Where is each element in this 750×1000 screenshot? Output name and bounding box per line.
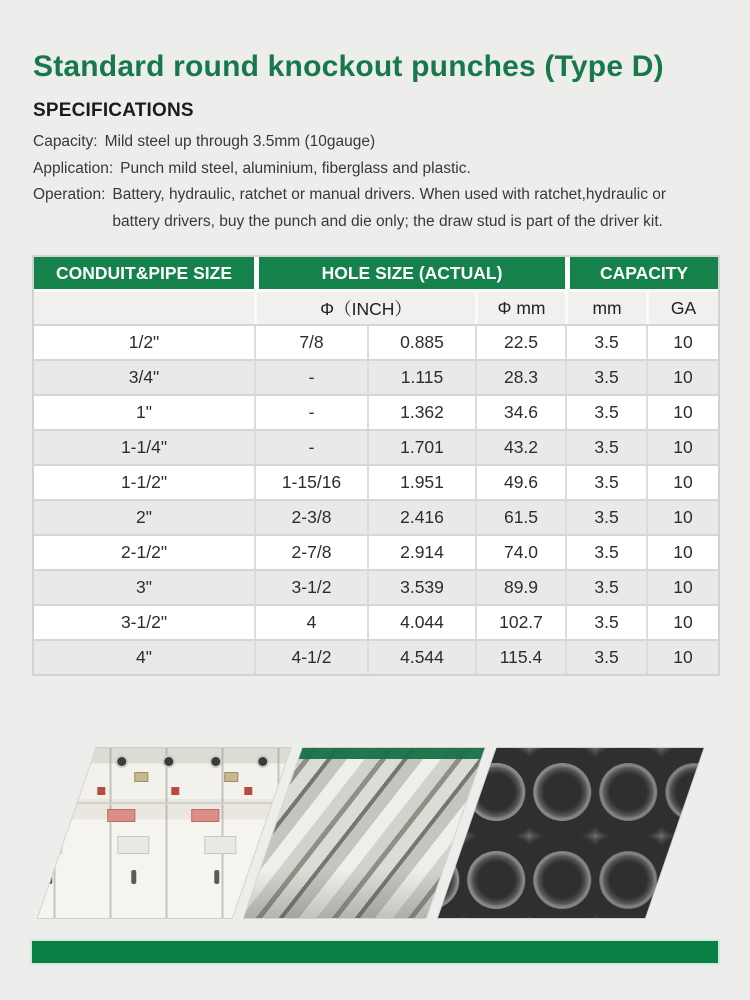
table-cell: 3.5 xyxy=(565,499,646,534)
table-cell: 2.914 xyxy=(367,534,475,569)
table-cell: 10 xyxy=(646,359,718,394)
table-cell: 3.5 xyxy=(565,569,646,604)
table-row xyxy=(34,429,718,464)
table-cell: 1.701 xyxy=(367,429,475,464)
table-cell: 2-3/8 xyxy=(254,499,367,534)
table-cell: 3.5 xyxy=(565,394,646,429)
table-cell: 2.416 xyxy=(367,499,475,534)
photo-detail xyxy=(131,870,136,884)
table-cell: 10 xyxy=(646,394,718,429)
table-cell: 10 xyxy=(646,464,718,499)
photo-detail xyxy=(38,787,39,795)
photo-detail xyxy=(47,870,52,884)
table-cell: 28.3 xyxy=(475,359,565,394)
operation-line-2: battery drivers, buy the punch and die only; the draw stud is part of the driver kit. xyxy=(112,212,663,230)
table-cell: 3" xyxy=(34,569,254,604)
product-photos xyxy=(38,748,645,918)
header-hole-size: HOLE SIZE (ACTUAL) xyxy=(254,257,565,289)
table-cell: 3.5 xyxy=(565,604,646,639)
table-cell: 1.115 xyxy=(367,359,475,394)
table-cell: 1-1/4" xyxy=(34,429,254,464)
table-cell: 3.5 xyxy=(565,639,646,674)
table-row xyxy=(34,604,718,639)
photo-detail xyxy=(38,836,63,854)
table-cell: 3.5 xyxy=(565,464,646,499)
operation-line-1: Battery, hydraulic, ratchet or manual drivers. When used with ratchet,hydraulic or xyxy=(112,186,667,203)
spec-text-operation xyxy=(112,182,666,235)
table-cell: 10 xyxy=(646,569,718,604)
photo-detail xyxy=(214,870,219,884)
table-cell: 49.6 xyxy=(475,464,565,499)
table-cell: 4" xyxy=(34,639,254,674)
table-cell: 4.044 xyxy=(367,604,475,639)
table-cell: 3/4" xyxy=(34,359,254,394)
photo-content-plate xyxy=(438,748,704,918)
table-header-row xyxy=(34,257,718,289)
table-cell: 4-1/2 xyxy=(254,639,367,674)
table-cell: 1-15/16 xyxy=(254,464,367,499)
table-row xyxy=(34,394,718,429)
table-cell: 3.539 xyxy=(367,569,475,604)
spec-line-operation xyxy=(33,182,723,235)
table-cell: 0.885 xyxy=(367,324,475,359)
table-cell: 3-1/2" xyxy=(34,604,254,639)
table-cell: 43.2 xyxy=(475,429,565,464)
size-table xyxy=(32,255,720,676)
table-cell: 2-7/8 xyxy=(254,534,367,569)
photo-detail xyxy=(97,787,105,795)
photo-detail xyxy=(164,757,173,766)
spec-text-capacity: Mild steel up through 3.5mm (10gauge) xyxy=(104,133,376,150)
table-cell: 2-1/2" xyxy=(34,534,254,569)
photo-detail xyxy=(118,836,150,854)
photo-detail xyxy=(224,772,238,782)
page-title: Standard round knockout punches (Type D) xyxy=(33,50,664,83)
table-cell: 74.0 xyxy=(475,534,565,569)
photo-detail xyxy=(38,809,52,822)
table-cell: 102.7 xyxy=(475,604,565,639)
table-cell: 1-1/2" xyxy=(34,464,254,499)
table-cell: 2" xyxy=(34,499,254,534)
header-conduit-pipe-size: CONDUIT&PIPE SIZE xyxy=(34,257,254,289)
table-cell: 22.5 xyxy=(475,324,565,359)
photo-detail xyxy=(211,757,220,766)
table-cell: 4 xyxy=(254,604,367,639)
spec-label-capacity: Capacity: xyxy=(33,133,98,150)
table-row xyxy=(34,639,718,674)
table-cell: 10 xyxy=(646,639,718,674)
subheader-mm: mm xyxy=(565,289,646,324)
table-cell: 3.5 xyxy=(565,534,646,569)
table-cell: - xyxy=(254,429,367,464)
table-cell: 4.544 xyxy=(367,639,475,674)
photo-detail xyxy=(244,787,252,795)
footer-accent-bar xyxy=(32,941,718,963)
table-cell: - xyxy=(254,394,367,429)
table-cell: 115.4 xyxy=(475,639,565,674)
table-cell: 1/2" xyxy=(34,324,254,359)
subheader-ga: GA xyxy=(646,289,718,324)
table-cell: 89.9 xyxy=(475,569,565,604)
table-cell: 10 xyxy=(646,324,718,359)
table-cell: 1.951 xyxy=(367,464,475,499)
table-cell: 7/8 xyxy=(254,324,367,359)
perforated-plate-photo xyxy=(438,748,704,918)
table-cell: 10 xyxy=(646,429,718,464)
specifications-heading: SPECIFICATIONS xyxy=(33,100,194,121)
table-cell: 10 xyxy=(646,499,718,534)
photo-detail xyxy=(71,757,80,766)
subheader-inch: Φ（INCH） xyxy=(254,289,475,324)
photo-detail xyxy=(258,757,267,766)
photo-detail xyxy=(171,787,179,795)
table-cell: - xyxy=(254,359,367,394)
spec-text-application: Punch mild steel, aluminium, fiberglass and plastic. xyxy=(120,159,471,177)
subheader-phi-mm: Φ mm xyxy=(475,289,565,324)
spec-line-capacity xyxy=(33,129,723,156)
table-cell: 3-1/2 xyxy=(254,569,367,604)
table-row xyxy=(34,464,718,499)
table-cell: 3.5 xyxy=(565,324,646,359)
table-cell: 61.5 xyxy=(475,499,565,534)
table-cell: 1" xyxy=(34,394,254,429)
table-cell: 10 xyxy=(646,534,718,569)
photo-detail xyxy=(107,809,135,822)
table-cell: 3.5 xyxy=(565,359,646,394)
spec-label-application: Application: xyxy=(33,159,114,177)
table-row xyxy=(34,569,718,604)
spec-label-operation: Operation: xyxy=(33,186,106,203)
header-capacity: CAPACITY xyxy=(565,257,718,289)
specifications-section xyxy=(33,100,723,235)
table-cell: 34.6 xyxy=(475,394,565,429)
subheader-empty xyxy=(34,289,254,324)
photo-detail xyxy=(134,772,148,782)
photo-detail xyxy=(204,836,236,854)
photo-detail xyxy=(191,809,219,822)
table-cell: 1.362 xyxy=(367,394,475,429)
table-row xyxy=(34,359,718,394)
table-row xyxy=(34,499,718,534)
table-subheader-row xyxy=(34,289,718,324)
table-row xyxy=(34,534,718,569)
photo-detail xyxy=(41,772,55,782)
table-cell: 3.5 xyxy=(565,429,646,464)
table-row xyxy=(34,324,718,359)
table-cell: 10 xyxy=(646,604,718,639)
table-body xyxy=(34,324,718,674)
photo-detail xyxy=(118,757,127,766)
spec-line-application xyxy=(33,156,723,183)
